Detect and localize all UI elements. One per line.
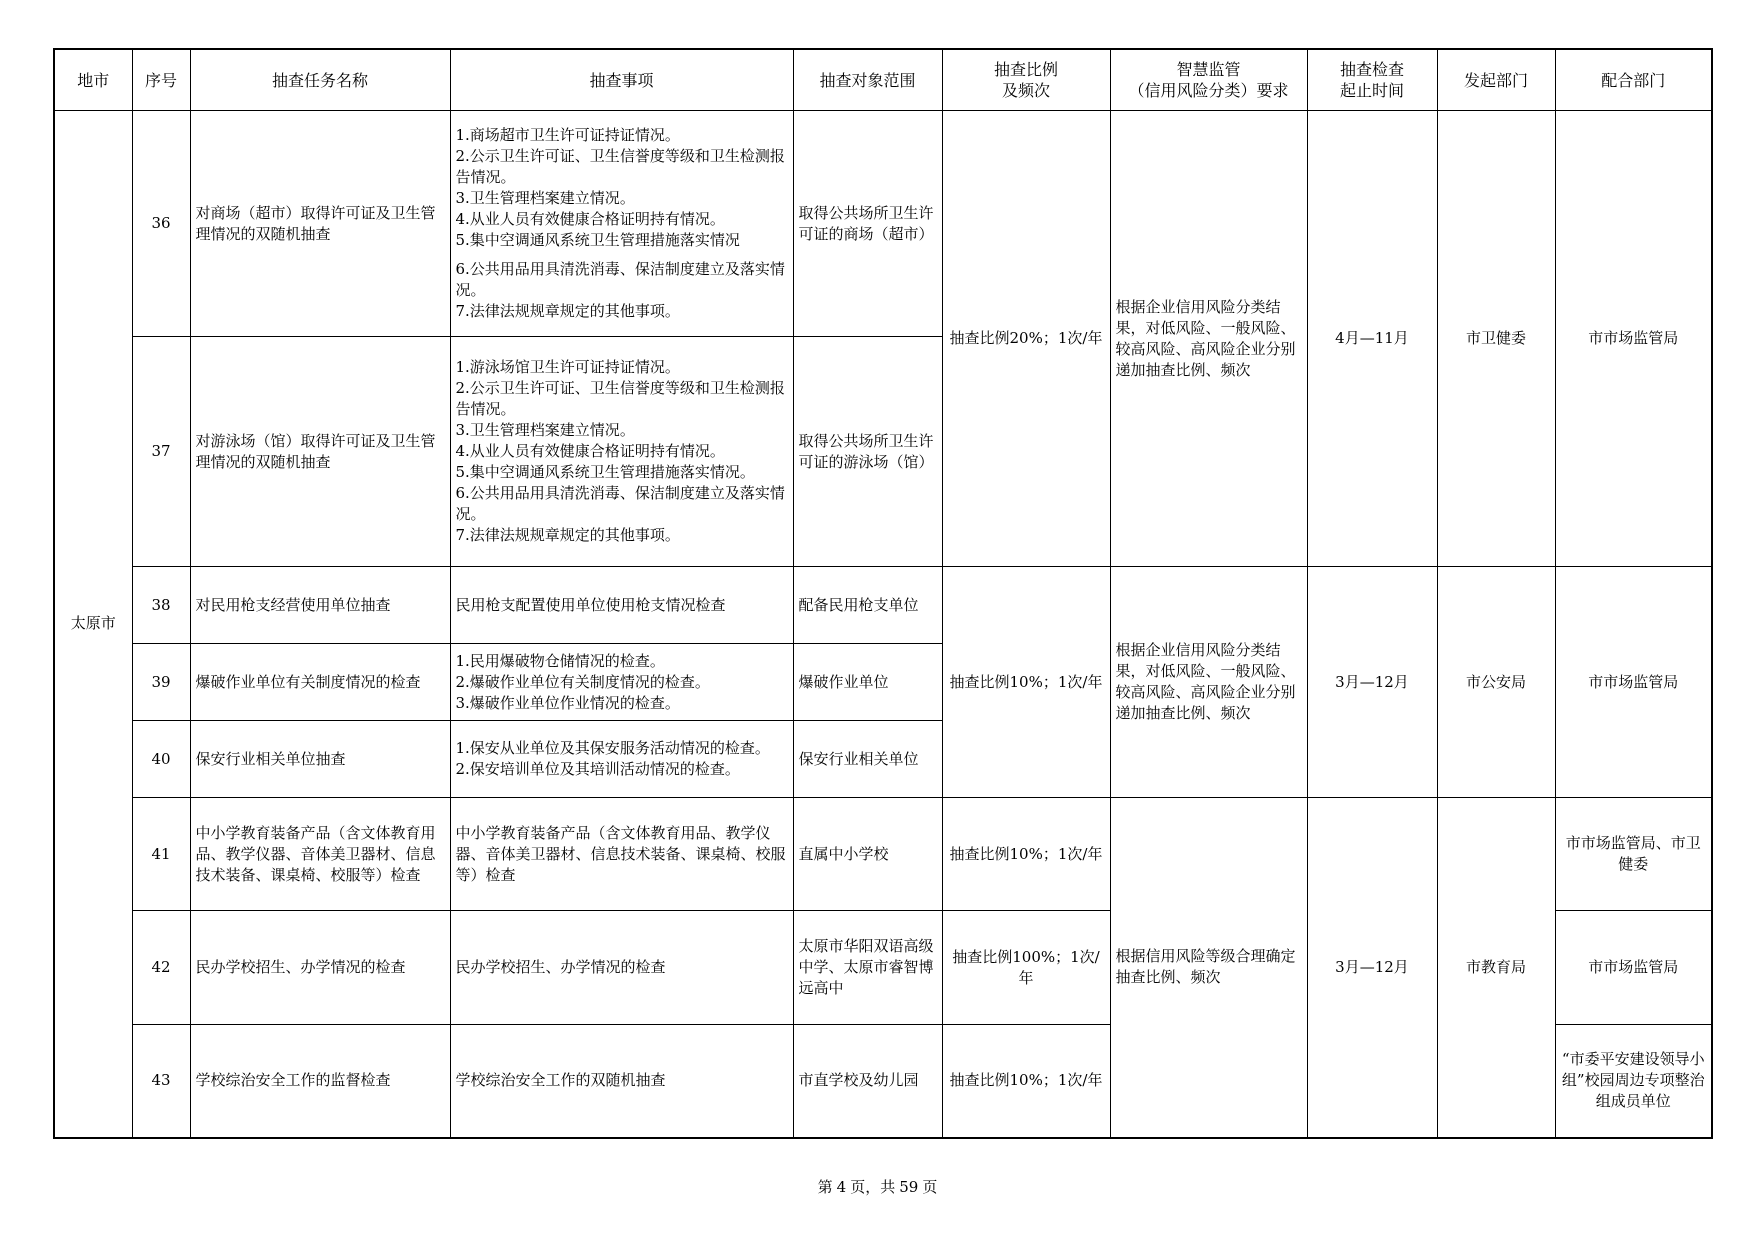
time-cell: 3月—12月 — [1307, 798, 1437, 1138]
origin-cell: 市教育局 — [1437, 798, 1555, 1138]
task-cell: 爆破作业单位有关制度情况的检查 — [190, 644, 450, 721]
ratio-cell: 抽查比例10%；1次/年 — [942, 567, 1110, 798]
task-cell: 民办学校招生、办学情况的检查 — [190, 911, 450, 1025]
table-row — [54, 798, 1712, 911]
seq-cell: 42 — [132, 911, 190, 1025]
items-cell: 民办学校招生、办学情况的检查 — [450, 911, 793, 1025]
seq-cell: 36 — [132, 111, 190, 337]
header-city: 地市 — [54, 49, 132, 111]
items-cell: 1.商场超市卫生许可证持证情况。 2.公示卫生许可证、卫生信誉度等级和卫生检测报告情况。 3.卫生管理档案建立情况。 4.从业人员有效健康合格证明持有情况。 5.集中空调通风系统卫生管理措施落实情况 6.公共用品用具清洗消毒、保洁制度建立及落实情况。 7.法律法规规章规定的其他事项。 — [450, 111, 793, 337]
header-coop: 配合部门 — [1555, 49, 1712, 111]
seq-cell: 38 — [132, 567, 190, 644]
ratio-cell: 抽查比例20%；1次/年 — [942, 111, 1110, 567]
task-cell: 对游泳场（馆）取得许可证及卫生管理情况的双随机抽查 — [190, 337, 450, 567]
header-task: 抽查任务名称 — [190, 49, 450, 111]
scope-cell: 爆破作业单位 — [793, 644, 942, 721]
header-ratio: 抽查比例 及频次 — [942, 49, 1110, 111]
scope-cell: 取得公共场所卫生许可证的商场（超市） — [793, 111, 942, 337]
coop-cell: 市市场监管局 — [1555, 111, 1712, 567]
scope-cell: 市直学校及幼儿园 — [793, 1025, 942, 1138]
items-cell: 民用枪支配置使用单位使用枪支情况检查 — [450, 567, 793, 644]
items-cell: 中小学教育装备产品（含文体教育用品、教学仪器、音体美卫器材、信息技术装备、课桌椅、校服等）检查 — [450, 798, 793, 911]
scope-cell: 太原市华阳双语高级中学、太原市睿智博远高中 — [793, 911, 942, 1025]
origin-cell: 市卫健委 — [1437, 111, 1555, 567]
table-row — [54, 111, 1712, 337]
scope-cell: 保安行业相关单位 — [793, 721, 942, 798]
scope-cell: 配备民用枪支单位 — [793, 567, 942, 644]
seq-cell: 43 — [132, 1025, 190, 1138]
scope-cell: 取得公共场所卫生许可证的游泳场（馆） — [793, 337, 942, 567]
smart-cell: 根据企业信用风险分类结果，对低风险、一般风险、较高风险、高风险企业分别递加抽查比例、频次 — [1110, 567, 1307, 798]
task-cell: 中小学教育装备产品（含文体教育用品、教学仪器、音体美卫器材、信息技术装备、课桌椅、校服等）检查 — [190, 798, 450, 911]
header-time: 抽查检查 起止时间 — [1307, 49, 1437, 111]
header-smart: 智慧监管 （信用风险分类）要求 — [1110, 49, 1307, 111]
header-row — [54, 49, 1712, 111]
seq-cell: 37 — [132, 337, 190, 567]
items-cell: 1.游泳场馆卫生许可证持证情况。 2.公示卫生许可证、卫生信誉度等级和卫生检测报告情况。 3.卫生管理档案建立情况。 4.从业人员有效健康合格证明持有情况。 5.集中空调通风系统卫生管理措施落实情况。 6.公共用品用具清洗消毒、保洁制度建立及落实情况。 7.法律法规规章规定的其他事项。 — [450, 337, 793, 567]
task-cell: 保安行业相关单位抽查 — [190, 721, 450, 798]
time-cell: 4月—11月 — [1307, 111, 1437, 567]
header-origin: 发起部门 — [1437, 49, 1555, 111]
coop-cell: 市市场监管局 — [1555, 567, 1712, 798]
table-row — [54, 567, 1712, 644]
page-footer: 第 4 页，共 59 页 — [817, 1178, 938, 1196]
city-cell: 太原市 — [54, 111, 132, 1138]
task-cell: 学校综治安全工作的监督检查 — [190, 1025, 450, 1138]
time-cell: 3月—12月 — [1307, 567, 1437, 798]
coop-cell: 市市场监管局 — [1555, 911, 1712, 1025]
total-pages: 59 — [899, 1178, 919, 1196]
seq-cell: 39 — [132, 644, 190, 721]
header-seq: 序号 — [132, 49, 190, 111]
items-cell: 1.民用爆破物仓储情况的检查。 2.爆破作业单位有关制度情况的检查。 3.爆破作业单位作业情况的检查。 — [450, 644, 793, 721]
origin-cell: 市公安局 — [1437, 567, 1555, 798]
items-cell: 学校综治安全工作的双随机抽查 — [450, 1025, 793, 1138]
smart-cell: 根据信用风险等级合理确定抽查比例、频次 — [1110, 798, 1307, 1138]
ratio-cell: 抽查比例10%；1次/年 — [942, 1025, 1110, 1138]
smart-cell: 根据企业信用风险分类结果，对低风险、一般风险、较高风险、高风险企业分别递加抽查比例、频次 — [1110, 111, 1307, 567]
scope-cell: 直属中小学校 — [793, 798, 942, 911]
coop-cell: “市委平安建设领导小组”校园周边专项整治组成员单位 — [1555, 1025, 1712, 1138]
task-cell: 对民用枪支经营使用单位抽查 — [190, 567, 450, 644]
task-cell: 对商场（超市）取得许可证及卫生管理情况的双随机抽查 — [190, 111, 450, 337]
page-number: 4 — [836, 1178, 847, 1196]
seq-cell: 41 — [132, 798, 190, 911]
header-items: 抽查事项 — [450, 49, 793, 111]
coop-cell: 市市场监管局、市卫健委 — [1555, 798, 1712, 911]
inspection-table — [53, 48, 1713, 1139]
items-cell: 1.保安从业单位及其保安服务活动情况的检查。 2.保安培训单位及其培训活动情况的检查。 — [450, 721, 793, 798]
ratio-cell: 抽查比例100%；1次/年 — [942, 911, 1110, 1025]
header-scope: 抽查对象范围 — [793, 49, 942, 111]
seq-cell: 40 — [132, 721, 190, 798]
ratio-cell: 抽查比例10%；1次/年 — [942, 798, 1110, 911]
